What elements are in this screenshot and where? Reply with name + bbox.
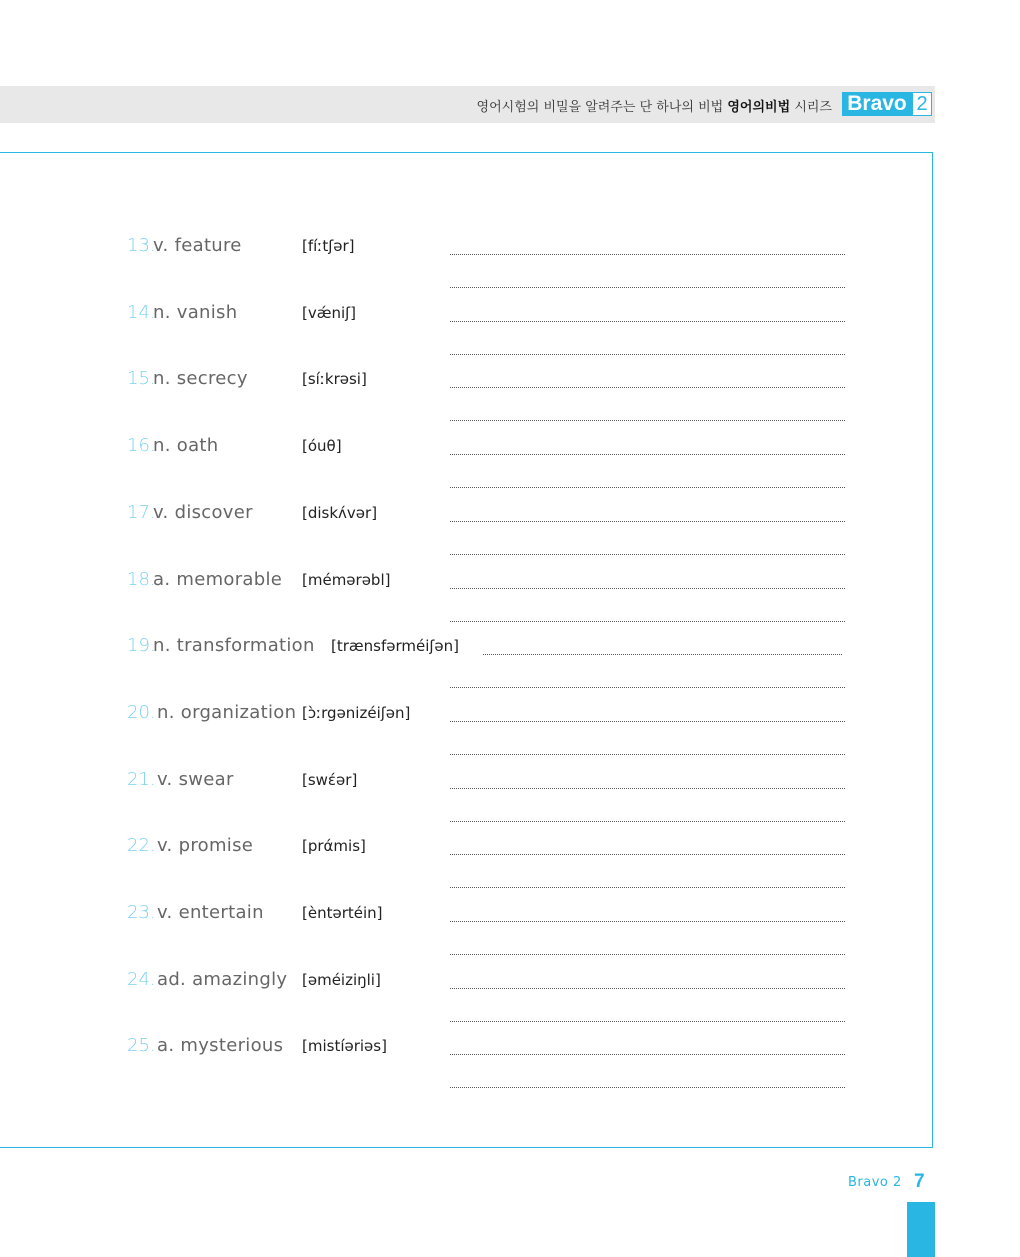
vocab-item [0, 835, 935, 902]
tagline-bold: 영어의비법 [727, 100, 791, 115]
page-number: 7 [914, 1171, 925, 1192]
vocab-number: 24. [127, 969, 156, 990]
tagline-prefix: 영어시험의 비밀을 알려주는 단 하나의 비법 [476, 100, 724, 115]
vocab-number: 14. [127, 302, 156, 323]
answer-line [450, 754, 845, 755]
vocab-number: 23. [127, 902, 156, 923]
tagline-suffix: 시리즈 [794, 100, 832, 115]
answer-line [450, 621, 845, 622]
answer-line [450, 287, 845, 288]
vocab-item [0, 502, 935, 569]
vocab-pronunciation: [diskʌ́vər] [302, 504, 378, 522]
vocab-pronunciation: [mémərəbl] [302, 571, 391, 589]
answer-line [450, 854, 845, 855]
answer-line [450, 454, 845, 455]
answer-line [450, 387, 845, 388]
answer-line [450, 1021, 845, 1022]
vocab-word: v. feature [153, 235, 242, 256]
series-tagline [477, 96, 832, 115]
vocab-item [0, 702, 935, 769]
vocab-number: 16. [127, 435, 156, 456]
vocab-pronunciation: [óuθ] [302, 437, 342, 455]
answer-line [450, 988, 845, 989]
answer-line [450, 254, 845, 255]
vocab-word: a. mysterious [157, 1035, 284, 1056]
vocab-word: n. secrecy [153, 368, 248, 389]
vocab-pronunciation: [əméiziŋli] [302, 971, 381, 989]
answer-line [450, 887, 845, 888]
vocab-item [0, 368, 935, 435]
vocab-pronunciation: [mistíəriəs] [302, 1037, 387, 1055]
vocab-item [0, 435, 935, 502]
vocab-number: 22. [127, 835, 156, 856]
vocab-word: v. promise [157, 835, 254, 856]
answer-line [483, 654, 842, 655]
vocab-item [0, 635, 935, 702]
answer-line [450, 821, 845, 822]
answer-line [450, 420, 845, 421]
page-tab [907, 1202, 935, 1257]
answer-line [450, 1087, 845, 1088]
vocab-number: 15. [127, 368, 156, 389]
vocab-word: n. transformation [153, 635, 315, 656]
vocab-number: 20. [127, 702, 156, 723]
vocab-item [0, 902, 935, 969]
vocab-word: ad. amazingly [157, 969, 288, 990]
vocab-pronunciation: [fíːtʃər] [302, 237, 355, 255]
vocab-number: 25. [127, 1035, 156, 1056]
vocab-word: n. organization [157, 702, 297, 723]
vocab-item [0, 302, 935, 369]
answer-line [450, 321, 845, 322]
answer-line [450, 354, 845, 355]
answer-line [450, 954, 845, 955]
answer-line [450, 921, 845, 922]
vocab-pronunciation: [ɔ̀ːrgənizéiʃən] [302, 704, 411, 722]
answer-line [450, 588, 845, 589]
answer-line [450, 721, 845, 722]
vocab-number: 13. [127, 235, 156, 256]
vocab-pronunciation: [prάmis] [302, 837, 366, 855]
vocab-word: n. vanish [153, 302, 238, 323]
brand-logo [842, 92, 932, 116]
vocab-item [0, 1035, 935, 1102]
vocab-word: n. oath [153, 435, 219, 456]
vocab-word: a. memorable [153, 569, 283, 590]
vocab-pronunciation: [swέər] [302, 771, 358, 789]
vocab-item [0, 969, 935, 1036]
answer-line [450, 788, 845, 789]
vocab-pronunciation: [síːkrəsi] [302, 370, 367, 388]
vocab-word: v. entertain [157, 902, 264, 923]
vocab-item [0, 569, 935, 636]
vocab-pronunciation: [trӕnsfərméiʃən] [331, 637, 459, 655]
answer-line [450, 554, 845, 555]
brand-number: 2 [912, 92, 932, 116]
answer-line [450, 487, 845, 488]
vocab-pronunciation: [vǽniʃ] [302, 304, 357, 322]
vocab-word: v. swear [157, 769, 234, 790]
brand-name: Bravo [842, 92, 912, 116]
vocab-item [0, 769, 935, 836]
vocab-number: 17. [127, 502, 156, 523]
answer-line [450, 1054, 845, 1055]
footer-label: Bravo 2 [848, 1175, 902, 1190]
vocab-item [0, 235, 935, 302]
vocab-word: v. discover [153, 502, 253, 523]
answer-line [450, 521, 845, 522]
vocab-number: 19. [127, 635, 156, 656]
answer-line [450, 687, 845, 688]
vocab-pronunciation: [èntərtéin] [302, 904, 383, 922]
vocab-number: 18. [127, 569, 156, 590]
vocab-number: 21. [127, 769, 156, 790]
